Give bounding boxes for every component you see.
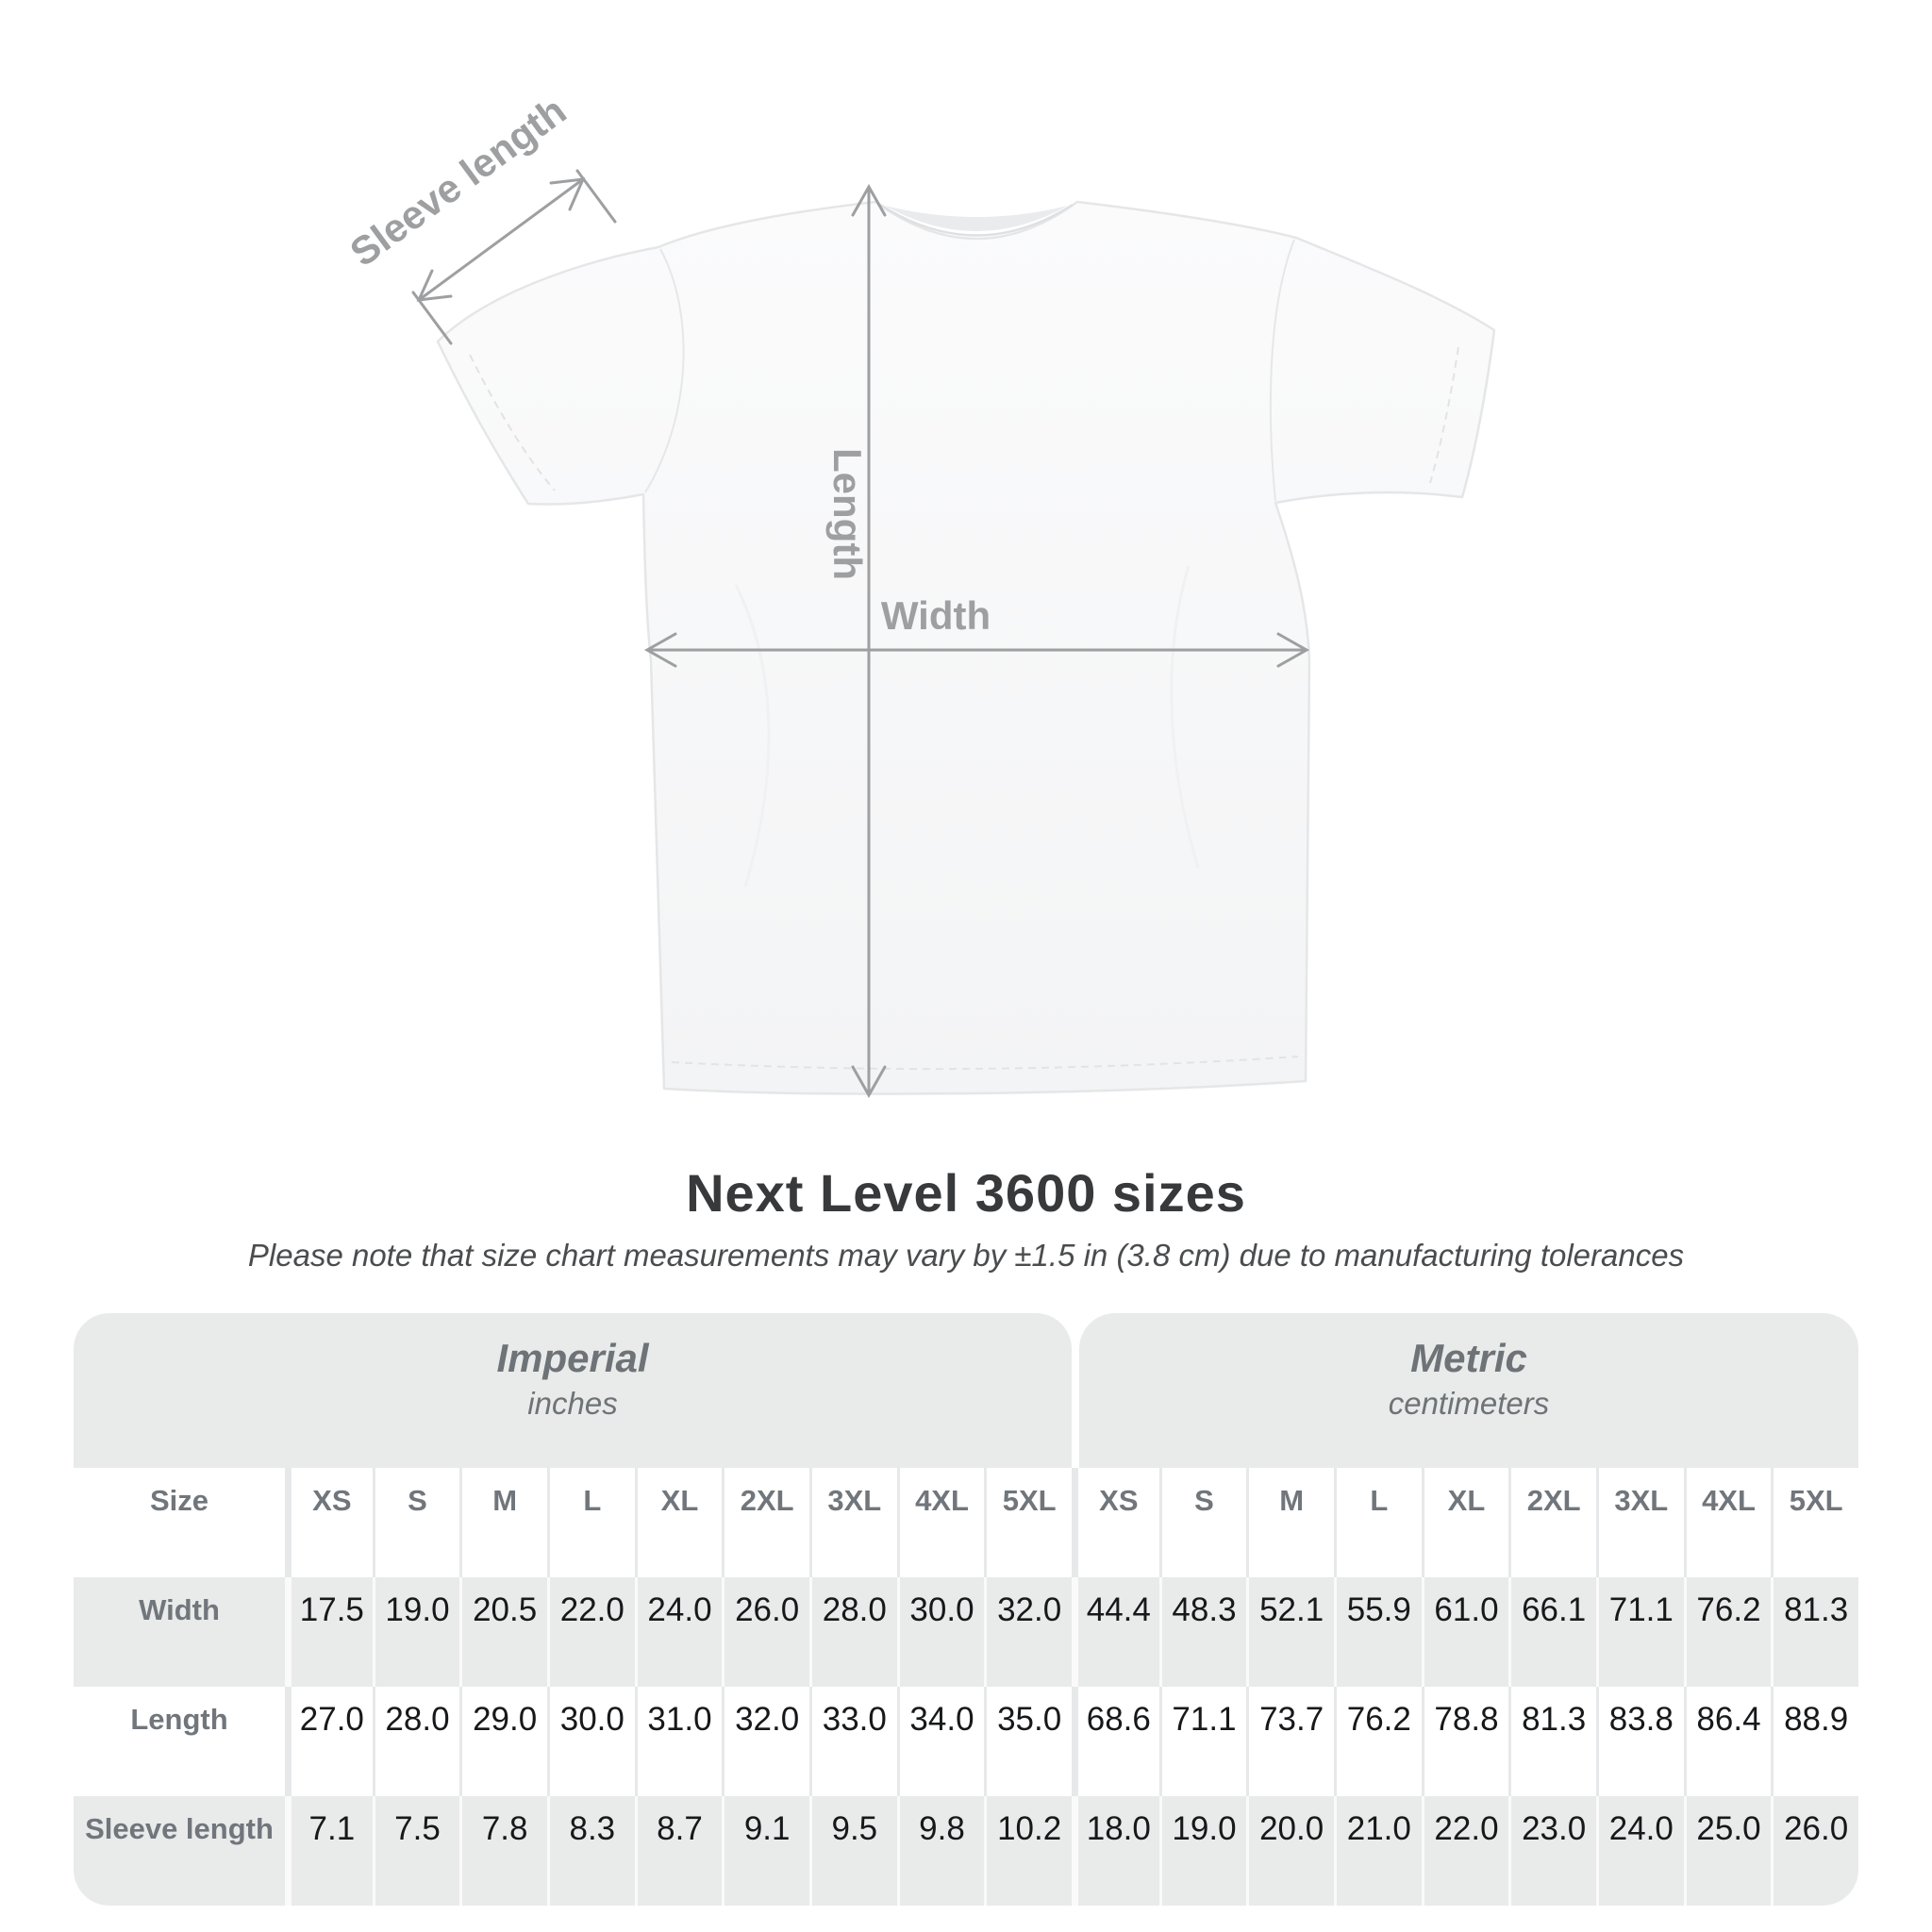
- table-cell: 27.0: [285, 1687, 373, 1796]
- metric-label: Metric: [1410, 1336, 1527, 1380]
- table-cell: 83.8: [1596, 1687, 1684, 1796]
- table-cell: 32.0: [984, 1577, 1072, 1687]
- size-header-metric-5xl: 5XL: [1771, 1468, 1858, 1577]
- size-header-imperial-l: L: [547, 1468, 635, 1577]
- size-header-metric-3xl: 3XL: [1596, 1468, 1684, 1577]
- table-cell: 68.6: [1072, 1687, 1159, 1796]
- table-cell: 19.0: [1159, 1796, 1247, 1906]
- size-header-imperial-4xl: 4XL: [897, 1468, 985, 1577]
- table-cell: 55.9: [1334, 1577, 1422, 1687]
- table-cell: 33.0: [809, 1687, 897, 1796]
- table-cell: 18.0: [1072, 1796, 1159, 1906]
- table-cell: 20.5: [459, 1577, 547, 1687]
- table-cell: 23.0: [1508, 1796, 1596, 1906]
- size-chart-title: Next Level 3600 sizes: [686, 1163, 1246, 1223]
- table-cell: 20.0: [1246, 1796, 1334, 1906]
- table-cell: 24.0: [1596, 1796, 1684, 1906]
- table-row: [74, 1796, 1858, 1906]
- size-header-metric-l: L: [1334, 1468, 1422, 1577]
- table-cell: 9.8: [897, 1796, 985, 1906]
- table-cell: 26.0: [1771, 1796, 1858, 1906]
- table-cell: 81.3: [1508, 1687, 1596, 1796]
- table-cell: 30.0: [897, 1577, 985, 1687]
- table-cell: 8.3: [547, 1796, 635, 1906]
- table-cell: 44.4: [1072, 1577, 1159, 1687]
- imperial-unit: inches: [527, 1386, 618, 1421]
- length-label: Length: [825, 448, 870, 580]
- table-cell: 26.0: [722, 1577, 809, 1687]
- table-row: [74, 1687, 1858, 1796]
- table-cell: 28.0: [809, 1577, 897, 1687]
- table-cell: 34.0: [897, 1687, 985, 1796]
- size-header-imperial-xl: XL: [635, 1468, 723, 1577]
- row-label: Sleeve length: [85, 1812, 274, 1845]
- table-cell: 32.0: [722, 1687, 809, 1796]
- table-cell: 7.1: [285, 1796, 373, 1906]
- table-cell: 52.1: [1246, 1577, 1334, 1687]
- table-cell: 73.7: [1246, 1687, 1334, 1796]
- table-cell: 71.1: [1159, 1687, 1247, 1796]
- table-cell: 76.2: [1334, 1687, 1422, 1796]
- size-header-metric-2xl: 2XL: [1508, 1468, 1596, 1577]
- table-cell: 61.0: [1422, 1577, 1509, 1687]
- size-header-metric-xs: XS: [1072, 1468, 1159, 1577]
- size-header-metric-xl: XL: [1422, 1468, 1509, 1577]
- size-header-imperial-5xl: 5XL: [984, 1468, 1072, 1577]
- table-cell: 22.0: [547, 1577, 635, 1687]
- table-cell: 10.2: [984, 1796, 1072, 1906]
- size-header-row: [74, 1468, 1858, 1577]
- table-cell: 9.5: [809, 1796, 897, 1906]
- table-cell: 7.8: [459, 1796, 547, 1906]
- size-header-imperial-s: S: [373, 1468, 460, 1577]
- table-cell: 66.1: [1508, 1577, 1596, 1687]
- table-cell: 30.0: [547, 1687, 635, 1796]
- size-header-metric-m: M: [1246, 1468, 1334, 1577]
- table-cell: 9.1: [722, 1796, 809, 1906]
- table-cell: 81.3: [1771, 1577, 1858, 1687]
- imperial-label: Imperial: [496, 1336, 649, 1380]
- table-cell: 8.7: [635, 1796, 723, 1906]
- row-label: Width: [139, 1593, 220, 1626]
- table-cell: 17.5: [285, 1577, 373, 1687]
- table-cell: 86.4: [1684, 1687, 1772, 1796]
- table-cell: 31.0: [635, 1687, 723, 1796]
- table-cell: 48.3: [1159, 1577, 1247, 1687]
- table-cell: 24.0: [635, 1577, 723, 1687]
- table-cell: 7.5: [373, 1796, 460, 1906]
- unit-header-imperial: [74, 1313, 1072, 1468]
- size-column-header: Size: [149, 1484, 209, 1517]
- size-header-imperial-m: M: [459, 1468, 547, 1577]
- tshirt-shape: [438, 202, 1494, 1094]
- size-table-rows: [74, 1468, 1858, 1906]
- table-cell: 22.0: [1422, 1796, 1509, 1906]
- table-cell: 78.8: [1422, 1687, 1509, 1796]
- width-label: Width: [880, 593, 991, 638]
- table-cell: 25.0: [1684, 1796, 1772, 1906]
- metric-unit: centimeters: [1388, 1386, 1550, 1421]
- table-cell: 28.0: [373, 1687, 460, 1796]
- table-cell: 71.1: [1596, 1577, 1684, 1687]
- size-header-imperial-2xl: 2XL: [722, 1468, 809, 1577]
- table-cell: 21.0: [1334, 1796, 1422, 1906]
- size-header-imperial-xs: XS: [285, 1468, 373, 1577]
- size-table: [74, 1313, 1858, 1906]
- table-row: [74, 1577, 1858, 1687]
- table-cell: 88.9: [1771, 1687, 1858, 1796]
- unit-header-gap: [1072, 1313, 1079, 1468]
- unit-header-strip: [74, 1313, 1858, 1468]
- row-label: Length: [130, 1703, 228, 1736]
- size-header-metric-4xl: 4XL: [1684, 1468, 1772, 1577]
- table-cell: 35.0: [984, 1687, 1072, 1796]
- unit-header-metric: [1079, 1313, 1858, 1468]
- size-header-imperial-3xl: 3XL: [809, 1468, 897, 1577]
- size-chart-subtitle: Please note that size chart measurements may vary by ±1.5 in (3.8 cm) due to manufacturing tolerances: [247, 1238, 1685, 1273]
- sleeve-length-label: Sleeve length: [341, 88, 575, 275]
- table-cell: 76.2: [1684, 1577, 1772, 1687]
- table-cell: 19.0: [373, 1577, 460, 1687]
- size-header-metric-s: S: [1159, 1468, 1247, 1577]
- table-cell: 29.0: [459, 1687, 547, 1796]
